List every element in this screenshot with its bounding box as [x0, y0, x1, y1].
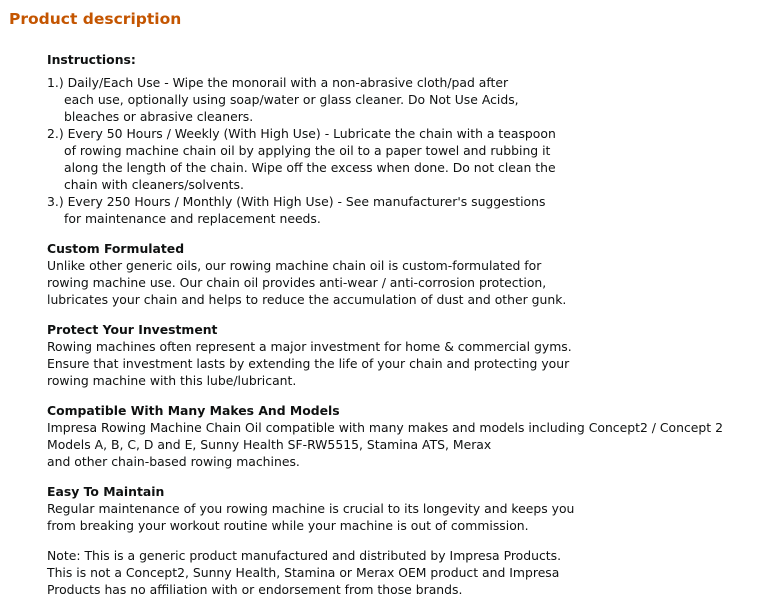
instruction-line: bleaches or abrasive cleaners. — [64, 109, 254, 124]
section-custom-formulated — [47, 240, 747, 308]
section-line: Unlike other generic oils, our rowing machine chain oil is custom-formulated for — [47, 258, 542, 273]
instruction-item-2 — [47, 125, 747, 193]
instruction-line: each use, optionally using soap/water or glass cleaner. Do Not Use Acids, — [64, 92, 519, 107]
section-line: Regular maintenance of you rowing machine is crucial to its longevity and keeps you — [47, 501, 575, 516]
section-line: rowing machine with this lube/lubricant. — [47, 373, 297, 388]
instructions-section — [47, 51, 747, 227]
instruction-item-3 — [47, 193, 747, 227]
instruction-line: of rowing machine chain oil by applying the oil to a paper towel and rubbing it — [64, 143, 551, 158]
section-heading: Protect Your Investment — [47, 322, 218, 337]
instruction-line: 1.) Daily/Each Use - Wipe the monorail with a non-abrasive cloth/pad after — [47, 75, 509, 90]
note-line: Note: This is a generic product manufactured and distributed by Impresa Products. — [47, 548, 562, 563]
section-line: from breaking your workout routine while your machine is out of commission. — [47, 518, 529, 533]
section-compatible-models — [47, 402, 747, 470]
section-easy-to-maintain — [47, 483, 747, 534]
instructions-list — [47, 74, 747, 227]
instruction-line: for maintenance and replacement needs. — [64, 211, 321, 226]
section-line: lubricates your chain and helps to reduce the accumulation of dust and other gunk. — [47, 292, 567, 307]
note-line: Products has no affiliation with or endorsement from those brands. — [47, 582, 463, 597]
instruction-line: 2.) Every 50 Hours / Weekly (With High Use) - Lubricate the chain with a teaspoon — [47, 126, 556, 141]
section-line: Models A, B, C, D and E, Sunny Health SF-RW5515, Stamina ATS, Merax — [47, 437, 492, 452]
section-line: rowing machine use. Our chain oil provides anti-wear / anti-corrosion protection, — [47, 275, 547, 290]
instruction-line: along the length of the chain. Wipe off the excess when done. Do not clean the — [64, 160, 556, 175]
disclaimer-note — [47, 547, 747, 598]
section-line: and other chain-based rowing machines. — [47, 454, 300, 469]
instruction-item-1 — [47, 74, 747, 125]
section-line: Rowing machines often represent a major investment for home & commercial gyms. — [47, 339, 572, 354]
description-content — [47, 51, 747, 598]
section-heading: Custom Formulated — [47, 241, 185, 256]
instruction-line: 3.) Every 250 Hours / Monthly (With High Use) - See manufacturer's suggestions — [47, 194, 546, 209]
note-line: This is not a Concept2, Sunny Health, Stamina or Merax OEM product and Impresa — [47, 565, 560, 580]
section-heading: Compatible With Many Makes And Models — [47, 403, 340, 418]
instruction-line: chain with cleaners/solvents. — [64, 177, 244, 192]
section-heading: Easy To Maintain — [47, 484, 165, 499]
page-title: Product description — [9, 10, 182, 28]
section-line: Impresa Rowing Machine Chain Oil compatible with many makes and models including Concept2 / Concept 2 — [47, 420, 723, 435]
instructions-heading: Instructions: — [47, 52, 136, 67]
section-line: Ensure that investment lasts by extending the life of your chain and protecting your — [47, 356, 570, 371]
section-protect-your-investment — [47, 321, 747, 389]
